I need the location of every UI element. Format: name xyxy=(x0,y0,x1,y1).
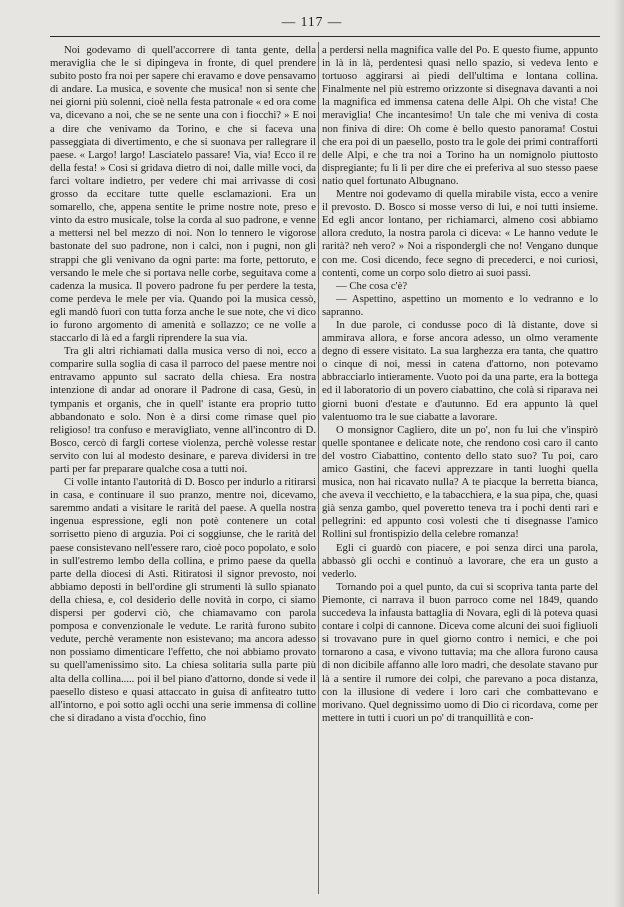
paragraph: Egli ci guardò con piacere, e poi senza dirci una parola, abbassò gli occhi e continuò a lavorare, che era un gusto a vederlo. xyxy=(322,541,598,580)
paragraph: Noi godevamo di quell'accorrere di tanta gente, della meraviglia che le si dipingeva in fronte, di quel prendere subito posto fra noi per sapere chi eravamo e dove pensavamo di andare. La musica, e sovente che musica! non si sente che nei giorni più solenni, cioè nella festa patronale « ed ora come va, dicevano a noi, che se ne sente una con i fiocchi? » E noi a dire che venivamo da Torino, e che si faceva una passeggiata di divertimento, e che si suonava per rallegrare il paese. « Largo! largo! Lasciatelo passare! Via, via! Ecco il re della festa! » Così si gridava dietro di noi, dalle mille voci, da farci voltare indietro, per vedere chi mai arrivasse di così grosso da eccitare tutte quelle esclamazioni. Era un somarello, che, appena sentite le prime nostre note, preso e vinto da estro musicale, tolse la corda al suo padrone, e venne a mettersi nel bel mezzo di noi. Non lo tennero le vigorose bastonate del suo padrone, non i calci, non i pugni, non gli strappi che gli venivano da ogni parte: ma forte, pettoruto, e versando le mele che si portava nelle corbe, seguitava come a cadenza la musica. Il povero padrone fu per perdere la testa, come perdeva le mele per via. Quando poi la musica cessò, egli mandò fuori con tutta forza anche le sue note, che vi dico io furono argomento di amenità e sollazzo; ce ne volle a staccarlo di là ed a fargli riprendere la sua via. xyxy=(50,44,316,345)
header-rule xyxy=(50,36,600,37)
paragraph: Mentre noi godevamo di quella mirabile vista, ecco a venire il prevosto. D. Bosco si mosse verso di lui, e noi tutti insieme. Ed egli ancor lontano, per richiamarci, almeno così abbiamo allora creduto, la nostra parola ci diceva: « Le hanno vedute le rarità? neh vero? » Noi a rispondergli che no! Vengano dunque con me. Così dicendo, fece segno di precederci, e noi curiosi, contenti, come un corpo solo dietro ai suoi passi. xyxy=(322,188,598,279)
left-column xyxy=(50,44,316,725)
page-edge-shadow xyxy=(614,0,624,907)
dialogue-line: — Che cosa c'è? xyxy=(336,279,408,292)
dialogue-line: — Aspettino, aspettino un momento e lo vedranno e lo sapranno. xyxy=(322,292,598,318)
paragraph: a perdersi nella magnifica valle del Po. E questo fiume, appunto in là in là, perdentesi quasi nello spazio, si vedeva lento e tortuoso aggirarsi ai piedi dell'ultima e lontana collina. Finalmente nel più estremo orizzonte si disegnava davanti a noi la magnifica ed immensa catena delle Alpi. Oh che vista! Che meraviglia! Che incantesimo! Un tale che mi veniva di costa non finiva di dire: Oh come è bello questo panorama! Costui che era poi di un paesello, posto tra le gole dei primi contrafforti delle Alpi, e che tra noi a Torino ha un nomignolo piuttosto dispregiante; fu lì lì per dire che ei preferiva al suo stesso paese natio quel fortunato Albugnano. xyxy=(322,44,598,187)
column-divider xyxy=(318,42,319,894)
page-number: — 117 — xyxy=(281,14,343,29)
paragraph: Ci volle intanto l'autorità di D. Bosco per indurlo a ritirarsi in casa, e continuare il suo pranzo, mentre noi, dicevamo, saremmo andati a visitare le rarità del paese. A quella nostra ingenua espressione, egli non potè contenere un cotal sorrisetto pieno di arguzia. Poi ci soggiunse, che le rarità del paese consistevano nell'essere raro, cioè poco popolato, e solo in sull'estremo lembo della collina, e primo paese da quella parte della diocesi di Asti. Ritiratosi il signor prevosto, noi abbiamo deposti in bell'ordine gli strumenti là sullo spianato della chiesa, e, col desiderio delle novità in corpo, ci siamo dispersi per godervi ciò, che chiamavamo con parola pomposa e convenzionale le vedute. Le rarità furono subito vedute, perchè veramente non esistevano; ma ancora adesso non possiamo dimenticare l'effetto, che noi abbiamo provato su quell'amenissimo sito. La chiesa solitaria sulla parte più alta della collina..... poi il bel piano d'attorno, donde si vede il paesello disteso e quasi attaccato in guisa di anfiteatro tutto all'intorno, e poi sotto agli occhi una serie immensa di colline che si diradano a vista d'occhio, fino xyxy=(50,476,316,724)
paragraph: O monsignor Cagliero, dite un po', non fu lui che v'inspirò quelle spontanee e delicate note, che rendono così caro il canto del vostro Ciabattino, contento dello stato suo? Tu poi, caro amico Gastini, che facevi apprezzare in tanti luoghi quella musica, non hai ricavato nulla? A te piacque la berretta bianca, che aveva il vecchietto, e la tabacchiera, e la sua pipa, che, quasi già senza gambo, quel poveretto teneva tra i pochi denti rari e pellegrini: ed appunto così volesti che ti disegnasse l'amico Rollini sul frontispizio della celebre romanza! xyxy=(322,423,598,541)
paragraph: In due parole, ci condusse poco di là distante, dove si ammirava allora, e forse ancora adesso, un olmo veramente degno di essere visitato. La sua larghezza era tanta, che quattro o cinque di noi, messi in catena d'attorno, non potevamo abbracciarlo intieramente. Vuoto poi da una parte, era la bottega ed il laboratorio di un povero ciabattino, che colà si riparava nei giorni buoni d'estate e d'autunno. Ed era appunto là quel valentuomo tra le sue ciabatte a lavorare. xyxy=(322,318,598,423)
paragraph: Tornando poi a quel punto, da cui si scopriva tanta parte del Piemonte, ci narrava il buon parroco come nel 1849, quando succedeva la infausta battaglia di Novara, egli di là poteva quasi contare i colpi di cannone. Diceva come alcuni dei suoi figliuoli si trovavano pure in quel giorno contro i nemici, e che poi tornarono a casa, e vivono tuttavia; ma che allora furono causa di non dicibile affanno alle loro madri, che desolate stavano pur là a sentire il rumore dei colpi, che parevano a poca distanza, con la illusione di vedere i loro cari che combattevano e morivano. Quel degnissimo uomo di Dio ci ricordava, come per mettere in tutti i cuori un po' di tranquillità e con- xyxy=(322,580,598,724)
paragraph: Tra gli altri richiamati dalla musica verso di noi, ecco a comparire sulla soglia di casa il parroco del paese mentre noi entravamo appunto sul sacrato della chiesa. Era nostra intenzione di andar ad onorare il Padrone di casa, Gesù, in tympanis et organis, che in quell' istante era proprio tutto abbandonato e solo. Non è a dirsi come rimase quel pio religioso! tra confuso e meravigliato, venne all'incontro di D. Bosco, cercò di fargli cortese violenza, perchè volesse restar servito con lui al modesto desinare, e pareva dividersi in tre parti per far preparare qualche cosa a tutti noi. xyxy=(50,345,316,475)
right-column xyxy=(322,44,598,725)
